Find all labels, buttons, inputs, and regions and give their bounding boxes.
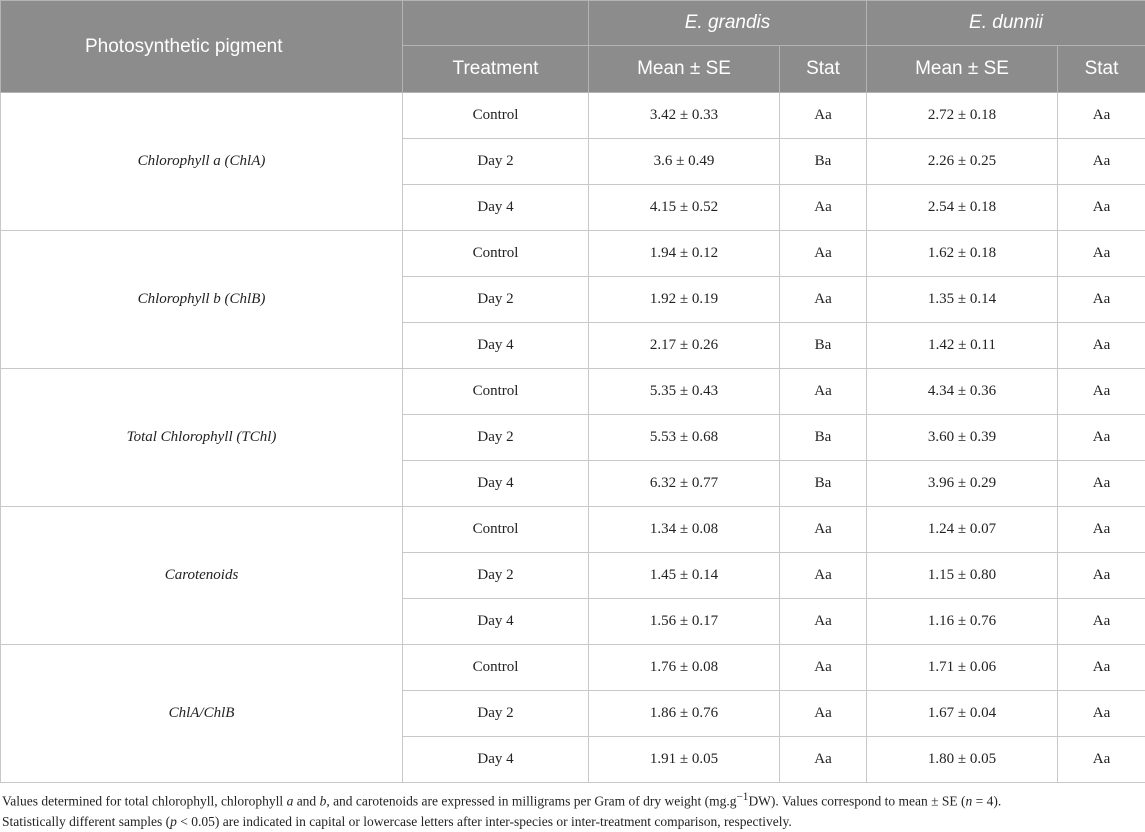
- footnote-text: = 4).: [972, 794, 1001, 809]
- grandis-mean-cell: 1.94 ± 0.12: [589, 231, 780, 277]
- dunnii-mean-cell: 1.42 ± 0.11: [867, 323, 1058, 369]
- dunnii-mean-cell: 1.80 ± 0.05: [867, 737, 1058, 783]
- dunnii-mean-cell: 1.35 ± 0.14: [867, 277, 1058, 323]
- treatment-cell: Day 4: [403, 323, 589, 369]
- grandis-stat-cell: Aa: [780, 93, 867, 139]
- header-stat-dunnii: Stat: [1058, 46, 1145, 93]
- dunnii-mean-cell: 1.16 ± 0.76: [867, 599, 1058, 645]
- grandis-mean-cell: 1.45 ± 0.14: [589, 553, 780, 599]
- treatment-cell: Control: [403, 231, 589, 277]
- dunnii-mean-cell: 2.26 ± 0.25: [867, 139, 1058, 185]
- treatment-cell: Day 4: [403, 737, 589, 783]
- dunnii-stat-cell: Aa: [1058, 645, 1145, 691]
- treatment-cell: Control: [403, 507, 589, 553]
- grandis-stat-cell: Aa: [780, 507, 867, 553]
- table-row: [1, 93, 1145, 139]
- header-mean-grandis: Mean ± SE: [589, 46, 780, 93]
- footnote-italic: b: [320, 794, 327, 809]
- header-blank: [403, 1, 589, 46]
- header-stat-grandis: Stat: [780, 46, 867, 93]
- pigment-name: Chlorophyll b (ChlB): [1, 231, 403, 369]
- grandis-mean-cell: 3.42 ± 0.33: [589, 93, 780, 139]
- footnote-superscript: −1: [736, 791, 748, 803]
- footnote-text: and: [293, 794, 319, 809]
- dunnii-stat-cell: Aa: [1058, 185, 1145, 231]
- grandis-mean-cell: 2.17 ± 0.26: [589, 323, 780, 369]
- grandis-stat-cell: Aa: [780, 553, 867, 599]
- grandis-mean-cell: 1.91 ± 0.05: [589, 737, 780, 783]
- treatment-cell: Control: [403, 369, 589, 415]
- dunnii-mean-cell: 3.96 ± 0.29: [867, 461, 1058, 507]
- treatment-cell: Day 2: [403, 277, 589, 323]
- dunnii-stat-cell: Aa: [1058, 461, 1145, 507]
- grandis-mean-cell: 1.86 ± 0.76: [589, 691, 780, 737]
- dunnii-stat-cell: Aa: [1058, 93, 1145, 139]
- treatment-cell: Control: [403, 93, 589, 139]
- footnote-text: Values determined for total chlorophyll, chlorophyll: [2, 794, 287, 809]
- grandis-mean-cell: 1.34 ± 0.08: [589, 507, 780, 553]
- grandis-mean-cell: 1.76 ± 0.08: [589, 645, 780, 691]
- grandis-mean-cell: 1.56 ± 0.17: [589, 599, 780, 645]
- grandis-mean-cell: 5.53 ± 0.68: [589, 415, 780, 461]
- treatment-cell: Day 4: [403, 185, 589, 231]
- dunnii-stat-cell: Aa: [1058, 691, 1145, 737]
- table-row: [1, 369, 1145, 415]
- treatment-cell: Day 2: [403, 553, 589, 599]
- table-row: [1, 645, 1145, 691]
- grandis-stat-cell: Aa: [780, 231, 867, 277]
- treatment-cell: Day 2: [403, 139, 589, 185]
- footnote-line-2: [2, 812, 1142, 832]
- grandis-stat-cell: Aa: [780, 599, 867, 645]
- dunnii-stat-cell: Aa: [1058, 323, 1145, 369]
- pigment-name: ChlA/ChlB: [1, 645, 403, 783]
- footnote-italic: n: [966, 794, 973, 809]
- grandis-stat-cell: Ba: [780, 139, 867, 185]
- dunnii-stat-cell: Aa: [1058, 599, 1145, 645]
- dunnii-stat-cell: Aa: [1058, 369, 1145, 415]
- grandis-mean-cell: 5.35 ± 0.43: [589, 369, 780, 415]
- dunnii-stat-cell: Aa: [1058, 415, 1145, 461]
- pigment-name: Carotenoids: [1, 507, 403, 645]
- dunnii-stat-cell: Aa: [1058, 231, 1145, 277]
- table-row: [1, 231, 1145, 277]
- header-pigment: Photosynthetic pigment: [1, 1, 403, 93]
- dunnii-mean-cell: 4.34 ± 0.36: [867, 369, 1058, 415]
- dunnii-stat-cell: Aa: [1058, 139, 1145, 185]
- grandis-mean-cell: 4.15 ± 0.52: [589, 185, 780, 231]
- footnote-text: < 0.05) are indicated in capital or lowercase letters after inter-species or inter-treatment comparison, respectively.: [177, 814, 792, 829]
- header-species-grandis: E. grandis: [589, 1, 867, 46]
- dunnii-stat-cell: Aa: [1058, 553, 1145, 599]
- footnote-line-1: [2, 787, 1142, 812]
- header-species-dunnii: E. dunnii: [867, 1, 1145, 46]
- dunnii-mean-cell: 2.54 ± 0.18: [867, 185, 1058, 231]
- grandis-stat-cell: Ba: [780, 323, 867, 369]
- grandis-mean-cell: 1.92 ± 0.19: [589, 277, 780, 323]
- dunnii-stat-cell: Aa: [1058, 507, 1145, 553]
- treatment-cell: Control: [403, 645, 589, 691]
- treatment-cell: Day 2: [403, 691, 589, 737]
- treatment-cell: Day 4: [403, 599, 589, 645]
- grandis-stat-cell: Ba: [780, 415, 867, 461]
- dunnii-mean-cell: 1.67 ± 0.04: [867, 691, 1058, 737]
- dunnii-mean-cell: 1.24 ± 0.07: [867, 507, 1058, 553]
- dunnii-mean-cell: 1.15 ± 0.80: [867, 553, 1058, 599]
- footnote-text: , and carotenoids are expressed in milligrams per Gram of dry weight (mg.g: [326, 794, 736, 809]
- table-footnote: [2, 787, 1142, 832]
- grandis-stat-cell: Aa: [780, 691, 867, 737]
- grandis-stat-cell: Ba: [780, 461, 867, 507]
- footnote-italic: p: [170, 814, 177, 829]
- dunnii-mean-cell: 3.60 ± 0.39: [867, 415, 1058, 461]
- footnote-italic: a: [287, 794, 294, 809]
- grandis-stat-cell: Aa: [780, 185, 867, 231]
- pigment-name: Total Chlorophyll (TChl): [1, 369, 403, 507]
- grandis-stat-cell: Aa: [780, 645, 867, 691]
- header-treatment: Treatment: [403, 46, 589, 93]
- dunnii-stat-cell: Aa: [1058, 737, 1145, 783]
- grandis-stat-cell: Aa: [780, 277, 867, 323]
- dunnii-mean-cell: 1.71 ± 0.06: [867, 645, 1058, 691]
- footnote-text: Statistically different samples (: [2, 814, 170, 829]
- grandis-stat-cell: Aa: [780, 369, 867, 415]
- grandis-mean-cell: 6.32 ± 0.77: [589, 461, 780, 507]
- footnote-text: DW). Values correspond to mean ± SE (: [748, 794, 965, 809]
- pigment-name: Chlorophyll a (ChlA): [1, 93, 403, 231]
- treatment-cell: Day 2: [403, 415, 589, 461]
- treatment-cell: Day 4: [403, 461, 589, 507]
- grandis-stat-cell: Aa: [780, 737, 867, 783]
- dunnii-stat-cell: Aa: [1058, 277, 1145, 323]
- dunnii-mean-cell: 2.72 ± 0.18: [867, 93, 1058, 139]
- header-mean-dunnii: Mean ± SE: [867, 46, 1058, 93]
- table-row: [1, 507, 1145, 553]
- grandis-mean-cell: 3.6 ± 0.49: [589, 139, 780, 185]
- dunnii-mean-cell: 1.62 ± 0.18: [867, 231, 1058, 277]
